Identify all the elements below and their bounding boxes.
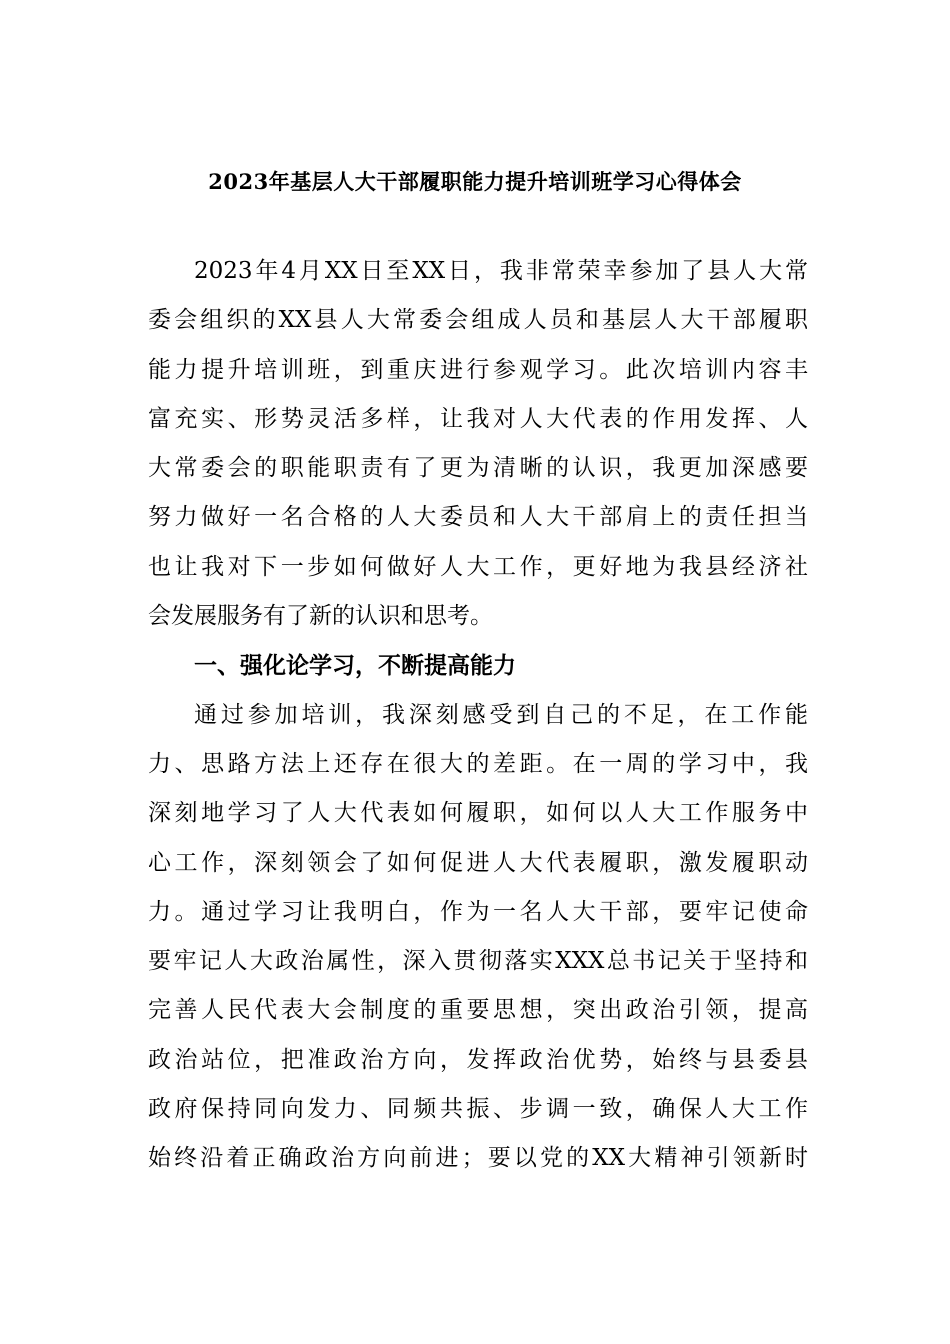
- paragraph-line: 大常委会的职能职责有了更为清晰的认识，我更加深感要: [148, 455, 808, 482]
- paragraph-line: 深刻地学习了人大代表如何履职，如何以人大工作服务中: [148, 800, 808, 827]
- paragraph-line: 心工作，深刻领会了如何促进人大代表履职，激发履职动: [148, 849, 808, 876]
- section-heading: 一、强化论学习，不断提高能力: [194, 652, 516, 680]
- paragraph-line: 通过参加培训，我深刻感受到自己的不足，在工作能: [194, 701, 808, 728]
- paragraph-line: 政府保持同向发力、同频共振、步调一致，确保人大工作: [148, 1096, 808, 1123]
- paragraph-line: 始终沿着正确政治方向前进；要以党的XX大精神引领新时: [148, 1145, 808, 1172]
- paragraph-line: 努力做好一名合格的人大委员和人大干部肩上的责任担当: [148, 504, 808, 531]
- paragraph-line: 力。通过学习让我明白，作为一名人大干部，要牢记使命: [148, 898, 808, 925]
- paragraph-line: 也让我对下一步如何做好人大工作，更好地为我县经济社: [148, 553, 808, 580]
- paragraph-line: 政治站位，把准政治方向，发挥政治优势，始终与县委县: [148, 1046, 808, 1073]
- document-title: 2023年基层人大干部履职能力提升培训班学习心得体会: [208, 169, 742, 194]
- paragraph-line: 要牢记人大政治属性，深入贯彻落实XXX总书记关于坚持和: [148, 948, 808, 975]
- paragraph-line: 富充实、形势灵活多样，让我对人大代表的作用发挥、人: [148, 405, 808, 432]
- paragraph-line: 力、思路方法上还存在很大的差距。在一周的学习中，我: [148, 750, 808, 777]
- paragraph-line: 会发展服务有了新的认识和思考。: [148, 603, 493, 630]
- paragraph-line: 2023年4月XX日至XX日，我非常荣幸参加了县人大常: [194, 258, 808, 284]
- document-body: [148, 247, 808, 1184]
- paragraph-line: 委会组织的XX县人大常委会组成人员和基层人大干部履职: [148, 307, 808, 334]
- paragraph-line: 能力提升培训班，到重庆进行参观学习。此次培训内容丰: [148, 356, 808, 383]
- paragraph-line: 完善人民代表大会制度的重要思想，突出政治引领，提高: [148, 997, 808, 1024]
